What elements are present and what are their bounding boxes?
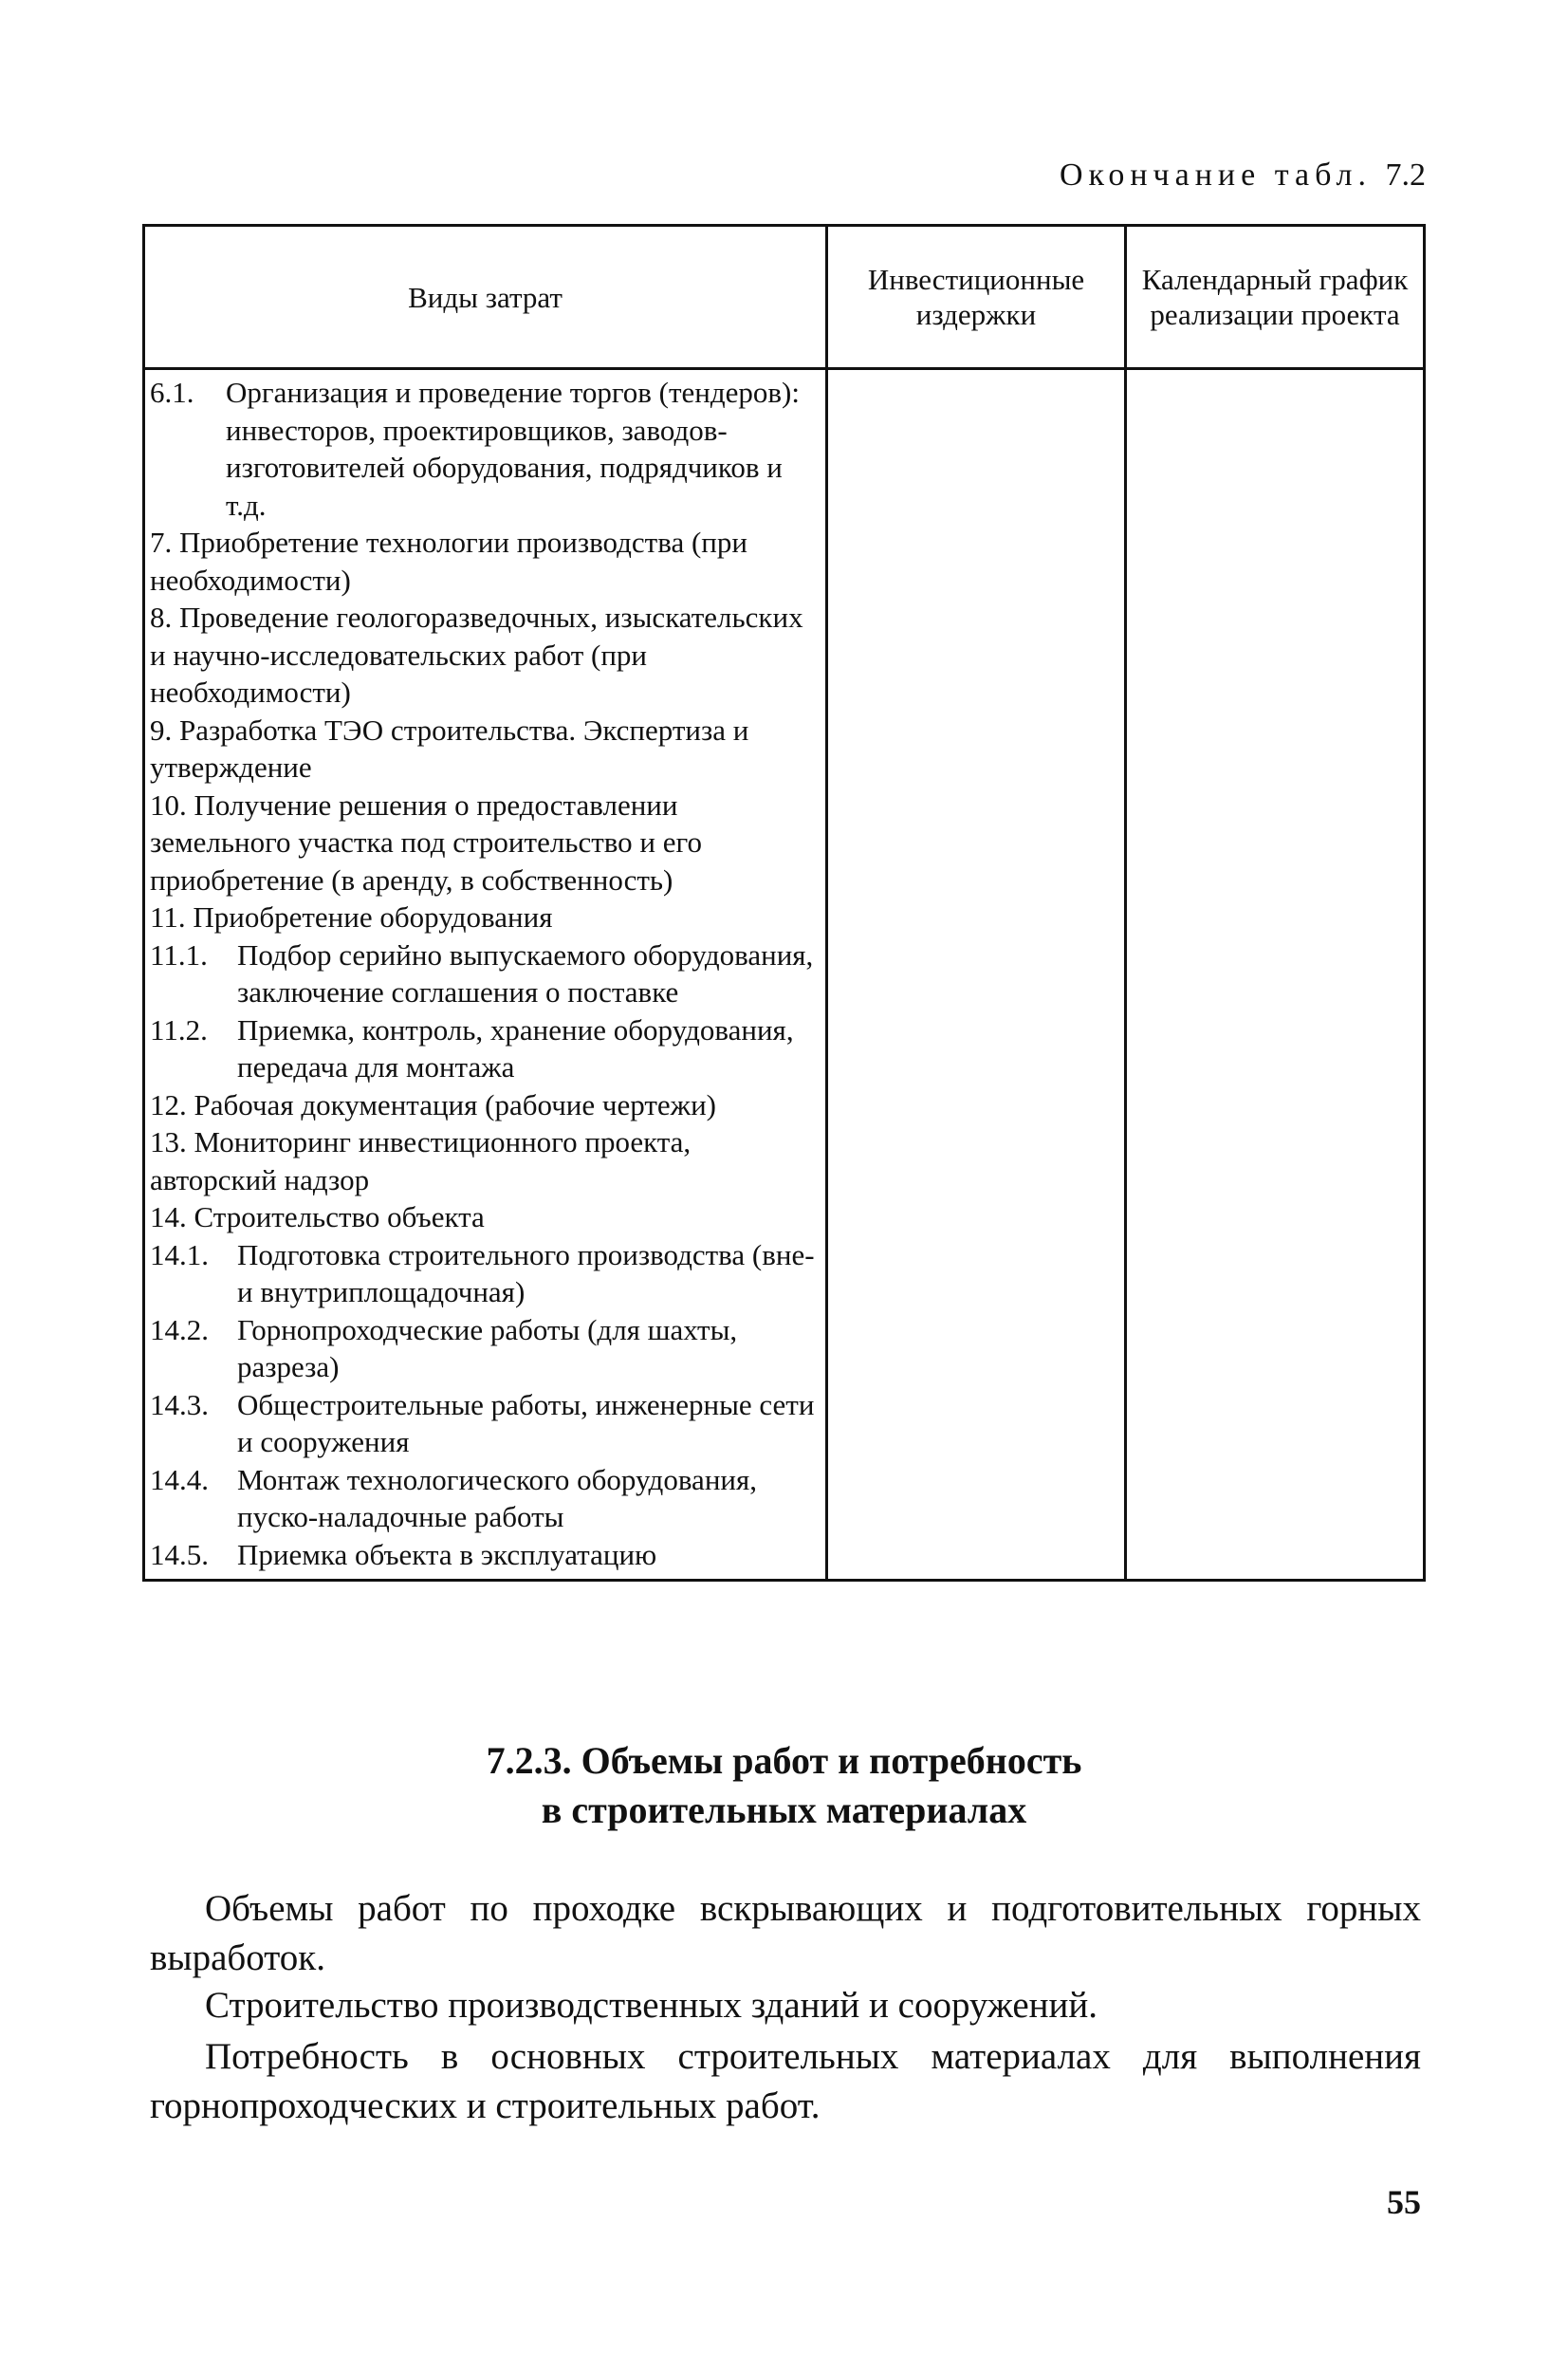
table-header-row (144, 226, 1425, 369)
table-row (150, 1236, 821, 1311)
paragraph-3: Потребность в основных строительных материалах для выполнения горнопроходческих и строительных работ. (150, 2036, 1421, 2126)
item-number: 14.5. (150, 1537, 209, 1571)
table-row (150, 1461, 821, 1536)
item-number: 10. (150, 787, 187, 822)
item-number: 14.1. (150, 1237, 209, 1271)
item-number: 13. (150, 1125, 187, 1158)
item-text: Приемка, контроль, хранение оборудования, передача для монтажа (237, 1012, 794, 1084)
item-number: 8. (150, 601, 173, 634)
cost-table (142, 224, 1426, 1582)
item-text: Разработка ТЭО строительства. Экспертиза и утверждение (150, 713, 749, 784)
table-row (150, 1011, 821, 1086)
table-row (150, 1086, 821, 1124)
header-investment-costs: Инвестиционные издержки (827, 226, 1126, 369)
item-number: 11.1. (150, 937, 208, 972)
paragraph-2: Строительство производственных зданий и сооружений. (205, 1985, 1098, 2026)
item-text: Рабочая документация (рабочие чертежи) (194, 1087, 716, 1121)
item-text: Общестроительные работы, инженерные сети и сооружения (237, 1387, 815, 1458)
table-row (150, 1198, 821, 1236)
table-body-row (144, 369, 1425, 1581)
header-schedule: Календарный график реализации проекта (1126, 226, 1425, 369)
item-text: Приобретение оборудования (193, 900, 553, 934)
item-number: 14.3. (150, 1387, 209, 1421)
item-text: Горнопроходческие работы (для шахты, разреза) (237, 1312, 738, 1383)
item-text: Организация и проведение торгов (тендеров): инвесторов, проектировщиков, заводов-изготовителей оборудования, подрядчиков и т.д. (226, 376, 800, 522)
table-caption-number: 7.2 (1385, 157, 1426, 193)
item-number: 14.4. (150, 1462, 209, 1496)
table-row (150, 787, 821, 899)
item-text: Мониторинг инвестиционного проекта, авторский надзор (150, 1125, 692, 1196)
item-text: Приемка объекта в эксплуатацию (237, 1537, 657, 1571)
section-title-line-1: 7.2.3. Объемы работ и потребность (486, 1739, 1082, 1782)
table-caption (1060, 157, 1426, 194)
item-number: 12. (150, 1087, 187, 1121)
table-row (150, 936, 821, 1011)
table-row (150, 1123, 821, 1198)
item-text: Подбор серийно выпускаемого оборудования, заключение соглашения о поставке (237, 937, 814, 1009)
item-text: Подготовка строительного производства (вне- и внутриплощадочная) (237, 1237, 815, 1308)
section-title-line-2: в строительных материалах (541, 1788, 1027, 1831)
schedule-cell (1126, 369, 1425, 1581)
table-row (150, 1536, 821, 1574)
item-text: Получение решения о предоставлении земельного участка под строительство и его приобретение (в аренду, в собственность) (150, 787, 702, 897)
table-row (150, 374, 821, 524)
section-title (0, 1736, 1568, 1835)
table-row (150, 1311, 821, 1386)
item-number: 11.2. (150, 1012, 208, 1047)
item-number: 14. (150, 1200, 187, 1233)
table-row (150, 712, 821, 787)
item-number: 7. (150, 526, 173, 559)
item-text: Строительство объекта (194, 1200, 485, 1233)
item-text: Проведение геологоразведочных, изыскательских и научно-исследовательских работ (при необходимости) (150, 601, 803, 709)
investment-costs-cell (827, 369, 1126, 1581)
paragraph-1: Объемы работ по проходке вскрывающих и подготовительных горных выработок. (150, 1888, 1421, 1978)
table-row (150, 599, 821, 712)
cost-items-cell (144, 369, 827, 1581)
item-number: 6.1. (150, 376, 194, 409)
item-number: 14.2. (150, 1312, 209, 1346)
table-row (150, 1386, 821, 1461)
page-number: 55 (1387, 2183, 1421, 2221)
header-cost-types: Виды затрат (144, 226, 827, 369)
table-row (150, 899, 821, 936)
item-number: 9. (150, 713, 173, 747)
item-number: 11. (150, 900, 186, 934)
table-caption-label: Окончание табл. (1060, 157, 1372, 193)
item-text: Приобретение технологии производства (при необходимости) (150, 526, 747, 597)
table-row (150, 524, 821, 599)
item-text: Монтаж технологического оборудования, пуско-наладочные работы (237, 1462, 758, 1533)
